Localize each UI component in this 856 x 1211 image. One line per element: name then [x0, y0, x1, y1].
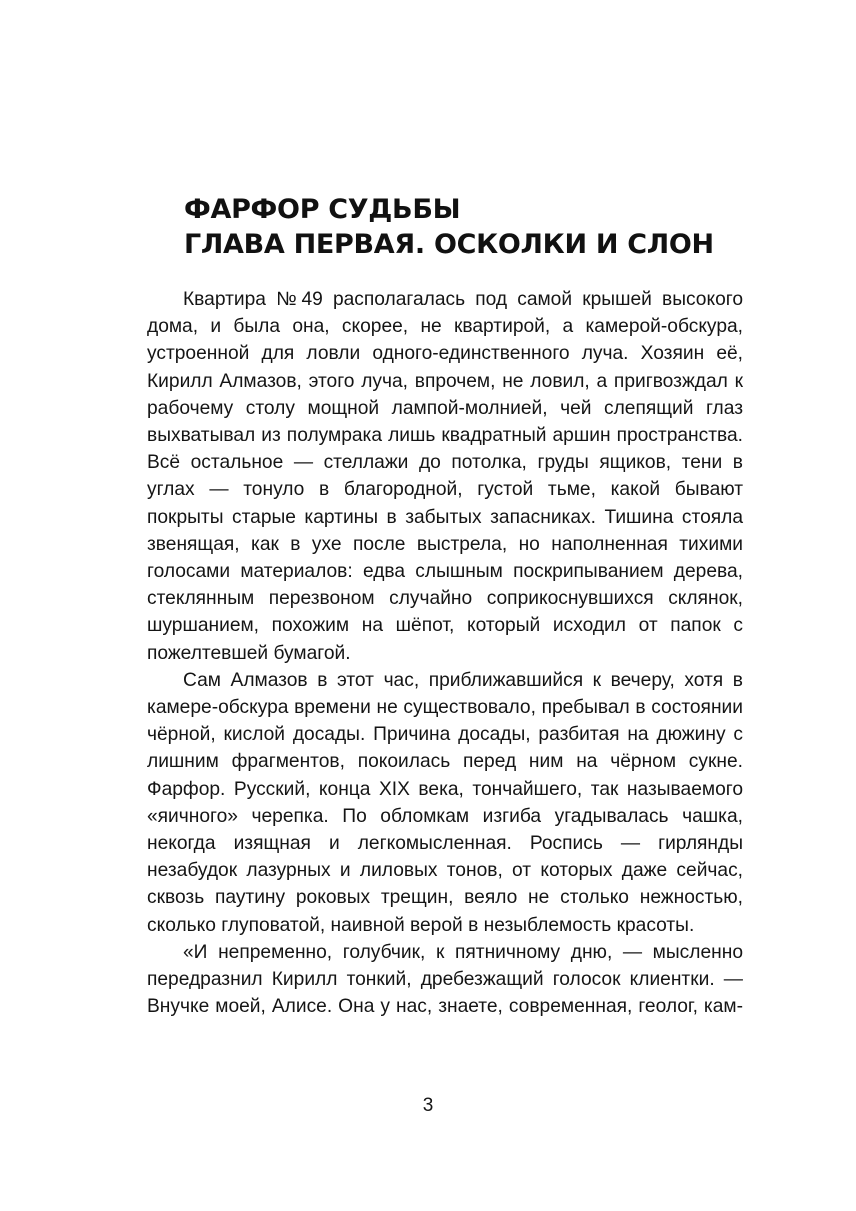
chapter-title: ГЛАВА ПЕРВАЯ. ОСКОЛКИ И СЛОН [184, 229, 714, 260]
paragraph-1: Квартира №49 располагалась под самой крышей высокого дома, и была она, скорее, не квартирой, а камерой-обскура, устроенной для ловли одного-единственного луча. Хозяин её, Кирилл Алмазов, этого луча, впрочем, не ловил, а пригвозждал к рабочему столу мощной лампой-молнией, чей слепящий глаз выхватывал из полумрака лишь квадратный аршин пространства. Всё остальное — стеллажи до потолка, груды ящиков, тени в углах — тонуло в благородной, густой тьме, какой бывают покрыты старые картины в забытых запасниках. Тишина стояла звенящая, как в ухе после выстрела, но наполненная тихими голосами материалов: едва слышным поскрипыванием дерева, стеклянным перезвоном случайно соприкоснувшихся склянок, шуршанием, похожим на шёпот, который исходил от папок с пожелтевшей бумагой. [147, 289, 743, 664]
page-number: 3 [422, 1095, 434, 1116]
paragraph-2: Сам Алмазов в этот час, приближавшийся к вечеру, хотя в камере-обскура времени не существовало, пребывал в состоянии чёрной, кислой досады. Причина досады, разбитая на дюжину с лишним фрагментов, покоилась перед ним на чёрном сукне. Фарфор. Русский, конца XIX века, тончайшего, так называемого «яичного» черепка. По обломкам изгиба угадывалась чашка, некогда изящная и легкомысленная. Роспись — гирлянды незабудок лазурных и лиловых тонов, от которых даже сейчас, сквозь паутину роковых трещин, веяло не столько нежностью, сколько глуповатой, наивной верой в незыблемость красоты. [147, 669, 743, 936]
book-title: ФАРФОР СУДЬБЫ [184, 194, 461, 225]
body-text [147, 286, 743, 1020]
chapter-heading [184, 192, 784, 262]
paragraph-3: «И непременно, голубчик, к пятничному дню, — мысленно передразнил Кирилл тонкий, дребезжащий голосок клиентки. — Внучке моей, Алисе. Она у нас, знаете, современная, геолог, кам- [147, 941, 743, 1018]
